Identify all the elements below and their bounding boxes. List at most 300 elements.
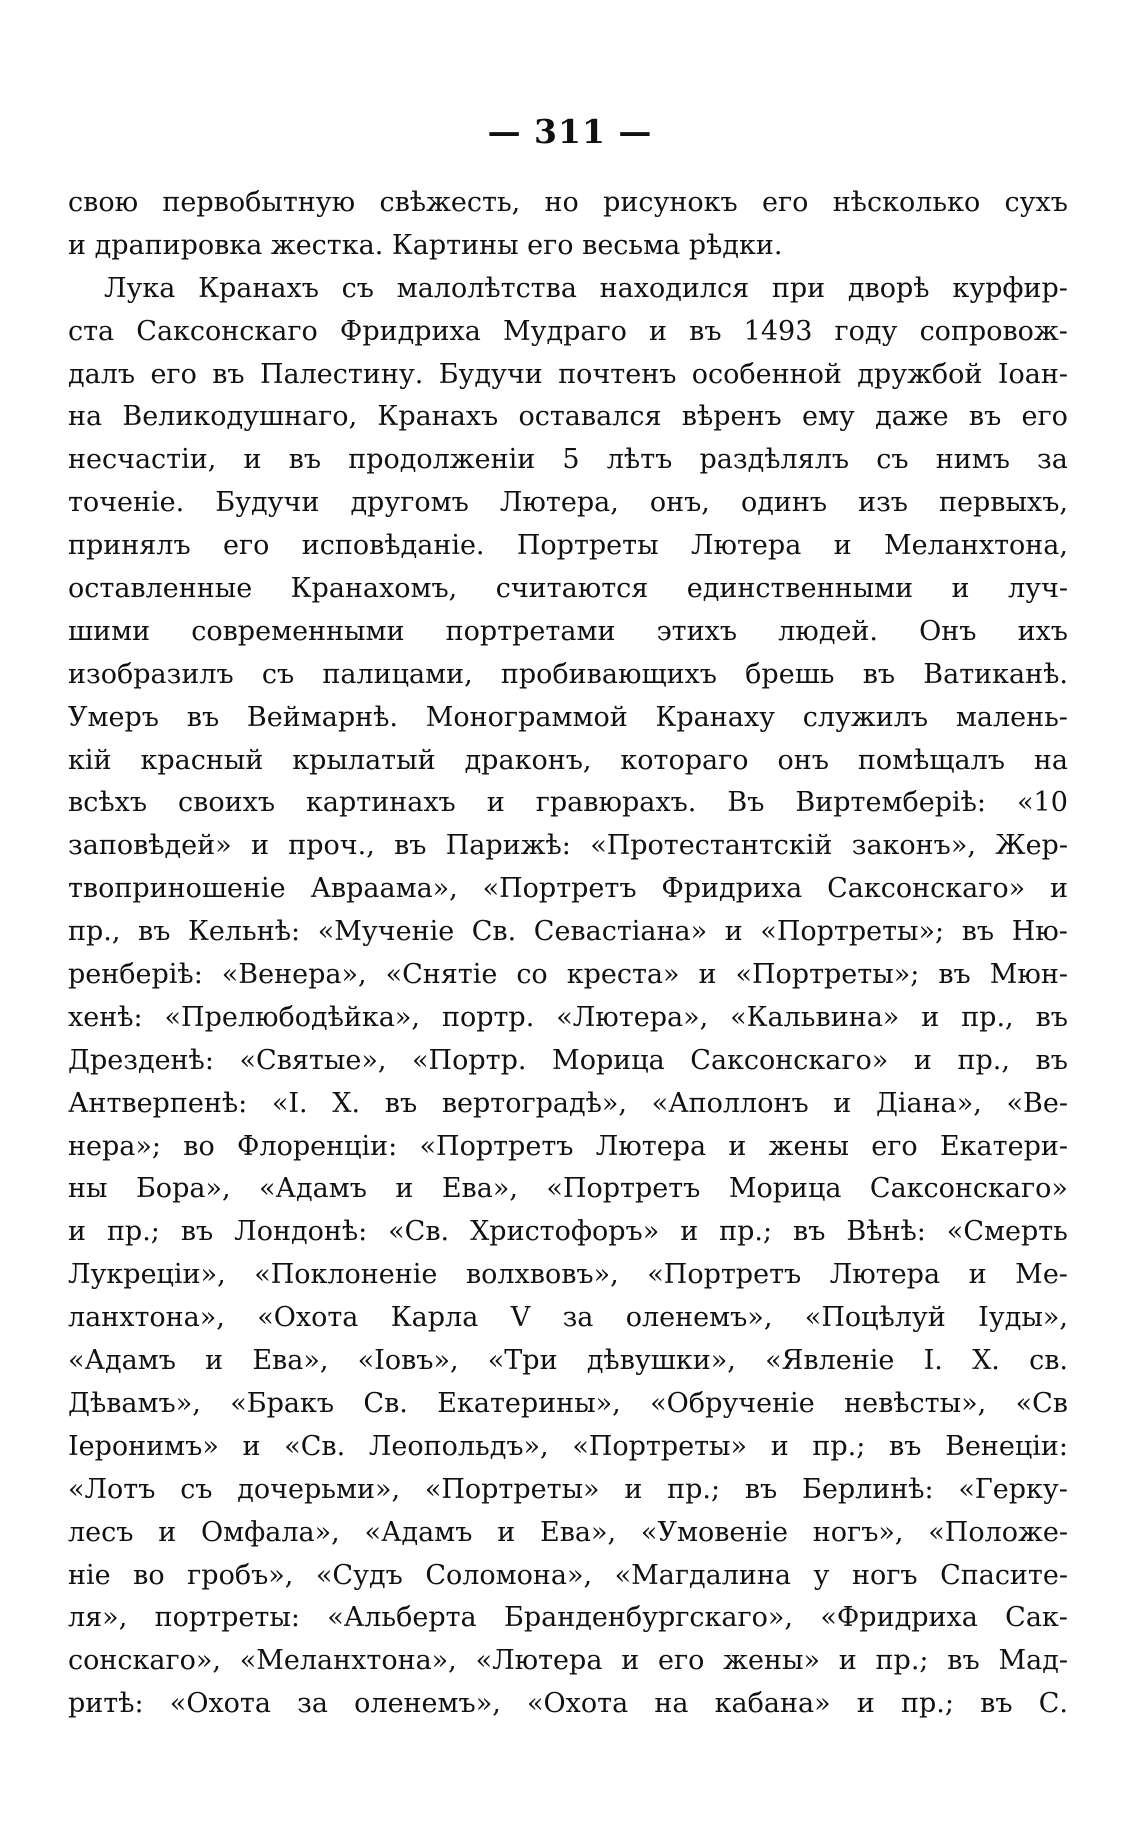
page-number: — 311 — — [487, 112, 653, 151]
word: за — [297, 1688, 328, 1720]
word: Ватиканѣ. — [923, 658, 1068, 690]
word: «Поцѣлуй — [804, 1302, 946, 1334]
word: «Портретъ — [419, 1130, 574, 1162]
word: въ — [212, 358, 245, 390]
word: «Лютера», — [556, 1001, 709, 1033]
text-line — [68, 868, 1068, 911]
word: «Охота — [527, 1688, 629, 1720]
word: Вѣнѣ: — [846, 1216, 926, 1248]
word: Дѣвамъ», — [68, 1387, 201, 1419]
word: гробъ», — [187, 1559, 294, 1591]
word: котораго — [620, 744, 749, 776]
word: Парижѣ: — [445, 830, 571, 862]
word: Карла — [390, 1302, 479, 1334]
word: Морица — [728, 1173, 842, 1205]
word: сонскаго», — [68, 1645, 221, 1677]
word: году — [834, 315, 898, 347]
word: и — [724, 916, 743, 948]
word: нѣсколько — [832, 187, 981, 218]
word: «Портреты» — [424, 1473, 600, 1505]
word: пр.; — [875, 1645, 929, 1677]
text-line — [68, 1168, 1068, 1211]
text-line — [68, 997, 1068, 1040]
word: малолѣтства — [396, 272, 577, 304]
word: вѣренъ — [681, 401, 782, 433]
word: раздѣлялъ — [699, 444, 850, 476]
word: твоприношеніе — [68, 873, 286, 905]
text-line — [68, 1426, 1068, 1469]
word: «Смерть — [946, 1216, 1068, 1248]
word: св. — [1029, 1345, 1068, 1377]
word: въ — [961, 916, 995, 948]
word: Умеръ — [68, 701, 159, 733]
word: ренберіѣ: — [68, 959, 203, 991]
word: въ — [980, 1688, 1013, 1720]
word: палицами, — [322, 658, 473, 690]
word: брешь — [745, 658, 835, 690]
text-line — [68, 1211, 1068, 1254]
word: «Явленіе — [765, 1345, 895, 1377]
word: и — [728, 1130, 747, 1162]
word: «Охота — [257, 1302, 359, 1334]
word: его — [223, 530, 270, 562]
text-line — [68, 740, 1068, 783]
word: въ — [744, 1473, 778, 1505]
word: этихъ — [656, 615, 738, 647]
word: Севастіана» — [533, 916, 708, 948]
word: несчастіи, — [68, 444, 217, 476]
word: 5 — [562, 444, 580, 476]
word: въ — [394, 830, 427, 862]
word: дворѣ — [847, 272, 930, 304]
word: Фридриха — [661, 873, 803, 905]
word: Бранденбургскаго», — [504, 1602, 793, 1634]
word: находился — [599, 272, 750, 304]
word: Св. — [471, 916, 517, 948]
word: въ — [862, 658, 896, 690]
word: Флоренціи: — [237, 1130, 398, 1162]
text-line — [68, 311, 1068, 354]
word: кій — [68, 744, 112, 776]
word: луч- — [1007, 573, 1068, 605]
word: вертоградѣ», — [441, 1087, 628, 1119]
word: 1493 — [743, 315, 813, 347]
word: «Св — [1015, 1387, 1068, 1419]
word: «Портреты» — [572, 1430, 748, 1462]
word: оставался — [518, 401, 662, 433]
word: Іуды», — [978, 1302, 1068, 1334]
word: Бора», — [135, 1173, 231, 1205]
word: всѣхъ — [68, 787, 148, 819]
word: изъ — [858, 487, 908, 519]
word: Будучи — [438, 358, 543, 390]
text-line — [68, 1683, 1068, 1726]
word: въ — [689, 315, 722, 347]
word: волхвовъ», — [465, 1259, 619, 1291]
word: Мад- — [998, 1645, 1068, 1677]
word: «Лотъ — [68, 1473, 156, 1505]
word: принялъ — [68, 530, 191, 562]
word: его — [1021, 401, 1068, 433]
word: Ева», — [441, 1173, 518, 1205]
word: креста» — [566, 959, 680, 991]
word: въ — [947, 1645, 980, 1677]
word: Портреты — [516, 530, 659, 562]
word: и — [770, 1430, 789, 1462]
word: ритѣ: — [68, 1688, 144, 1720]
word: кабана» — [714, 1688, 831, 1720]
word: помѣщалъ — [857, 744, 1005, 776]
word: Спасите- — [940, 1559, 1068, 1591]
text-line — [68, 396, 1068, 439]
word: и — [243, 444, 262, 476]
word: на — [1033, 744, 1068, 776]
word: ланхтона», — [68, 1302, 225, 1334]
word: въ — [180, 1216, 214, 1248]
text-line — [68, 1040, 1068, 1083]
text-line: и драпировка жестка. Картины его весьма рѣдки. — [68, 229, 783, 261]
word: съ — [341, 272, 374, 304]
word: Морица — [552, 1044, 665, 1076]
word: и — [913, 1044, 932, 1076]
word: дочерьми», — [237, 1473, 401, 1505]
word: на — [654, 1688, 689, 1720]
word: Лондонѣ: — [234, 1216, 368, 1248]
word: І. — [923, 1345, 943, 1377]
word: служилъ — [802, 701, 929, 733]
word: и — [158, 1516, 177, 1548]
word: Лука — [104, 272, 176, 304]
word: «Лютера — [475, 1645, 603, 1677]
word: «Фридриха — [820, 1602, 978, 1634]
word: въ — [793, 1216, 826, 1248]
word: курфир- — [952, 272, 1068, 304]
word: за — [1037, 444, 1068, 476]
word: ногъ — [851, 1559, 918, 1591]
word: и — [242, 1430, 261, 1462]
word: Фридриха — [339, 315, 481, 347]
text-line — [68, 611, 1068, 654]
word: «Кальвина» — [730, 1001, 900, 1033]
word: Леопольдъ», — [368, 1430, 549, 1462]
word: проч., — [288, 830, 375, 862]
word: пр., — [68, 916, 121, 948]
word: Въ — [727, 787, 765, 819]
word: онъ — [777, 744, 829, 776]
word: «Герку- — [958, 1473, 1068, 1505]
word: Лютера — [690, 530, 802, 562]
word: хенѣ: — [68, 1001, 143, 1033]
word: Іеронимъ» — [68, 1430, 219, 1462]
word: Кранаху — [655, 701, 775, 733]
word: драконъ, — [464, 744, 592, 776]
word: первыхъ, — [939, 487, 1068, 519]
word: Св. — [363, 1387, 408, 1419]
word: лесъ — [68, 1516, 134, 1548]
word: Мюн- — [989, 959, 1068, 991]
word: Ева», — [540, 1516, 617, 1548]
word: Палестину. — [260, 358, 424, 390]
word: Будучи — [215, 487, 320, 519]
word: Сак- — [1005, 1602, 1068, 1634]
word: людей. — [778, 615, 878, 647]
word: «Мученіе — [317, 916, 455, 948]
word: исповѣданіе. — [301, 530, 485, 562]
word: «Бракъ — [230, 1387, 335, 1419]
word: Веймарнѣ. — [246, 701, 398, 733]
word: заповѣдей» — [68, 830, 232, 862]
word: «Венера», — [221, 959, 367, 991]
word: «Судъ — [315, 1559, 403, 1591]
word: современными — [191, 615, 405, 647]
word: Ева», — [252, 1345, 329, 1377]
word: «Адамъ — [68, 1345, 176, 1377]
word: «Адамъ — [364, 1516, 473, 1548]
word: и — [205, 1345, 224, 1377]
word: и — [624, 1473, 643, 1505]
word: далъ — [68, 358, 136, 390]
word: его — [657, 1645, 705, 1677]
word: портр. — [441, 1001, 535, 1033]
word: Кранахъ — [377, 401, 499, 433]
word: «Три — [487, 1345, 558, 1377]
text-line — [68, 1640, 1068, 1683]
word: во — [133, 1559, 165, 1591]
text-line — [68, 482, 1068, 525]
word: «Меланхтона», — [239, 1645, 457, 1677]
text-line — [68, 1555, 1068, 1598]
word: жены — [768, 1130, 849, 1162]
word: дружбой — [857, 358, 983, 390]
word: пр.; — [812, 1430, 866, 1462]
word: и — [833, 530, 852, 562]
text-line — [68, 1126, 1068, 1169]
word: свою — [68, 187, 139, 218]
word: Саксонскаго» — [690, 1044, 889, 1076]
word: пр.; — [106, 1216, 160, 1248]
word: V — [510, 1302, 531, 1334]
word: Ме- — [1015, 1259, 1068, 1291]
word: Берлинѣ: — [802, 1473, 934, 1505]
word: въ — [138, 916, 171, 948]
text-line — [68, 654, 1068, 697]
word: «Портр. — [412, 1044, 527, 1076]
word: Соломона», — [425, 1559, 593, 1591]
text-line — [68, 1512, 1068, 1555]
word: Венеціи: — [945, 1430, 1068, 1462]
word: «Аполлонъ — [651, 1087, 809, 1119]
word: «Іовъ», — [357, 1345, 459, 1377]
word: невѣсты», — [844, 1387, 987, 1419]
text-line — [68, 825, 1068, 868]
text-line — [68, 911, 1068, 954]
word: и — [497, 1516, 516, 1548]
word: «Св. — [388, 1216, 450, 1248]
word: ста — [68, 315, 115, 347]
word: и — [921, 1001, 940, 1033]
word: ихъ — [1017, 615, 1068, 647]
word: пр.; — [900, 1688, 954, 1720]
word: «Портретъ — [647, 1259, 802, 1291]
word: Ню- — [1011, 916, 1068, 948]
word: малень- — [955, 701, 1068, 733]
word: изобразилъ — [68, 658, 234, 690]
word: Жер- — [995, 830, 1068, 862]
word: «Обрученіе — [650, 1387, 815, 1419]
word: и — [951, 573, 970, 605]
word: ему — [801, 401, 855, 433]
word: портретами — [445, 615, 616, 647]
word: пр.; — [719, 1216, 773, 1248]
word: «Ве- — [1006, 1087, 1068, 1119]
word: въ — [384, 1087, 418, 1119]
word: и — [395, 1173, 414, 1205]
word: пр., — [957, 1044, 1010, 1076]
word: во — [183, 1130, 215, 1162]
word: шими — [68, 615, 151, 647]
word: ля», — [68, 1602, 128, 1634]
word: «Св. — [284, 1430, 346, 1462]
word: съ — [261, 658, 295, 690]
word: Саксонскаго» — [869, 1173, 1068, 1205]
word: но — [544, 187, 579, 218]
word: за — [562, 1302, 594, 1334]
word: его — [871, 1130, 918, 1162]
text-line — [68, 1383, 1068, 1426]
word: въ — [1035, 1044, 1068, 1076]
word: своихъ — [178, 787, 276, 819]
word: «Магдалина — [614, 1559, 791, 1591]
word: нера»; — [68, 1130, 161, 1162]
word: С. — [1038, 1688, 1068, 1720]
word: первобытную — [162, 187, 356, 218]
word: пр., — [961, 1001, 1014, 1033]
word: дѣвушки», — [586, 1345, 736, 1377]
word: Меланхтона, — [884, 530, 1068, 562]
text-line — [68, 1254, 1068, 1297]
word: Христофоръ» — [470, 1216, 660, 1248]
word: Кельнѣ: — [188, 916, 301, 948]
word: Екатери- — [939, 1130, 1068, 1162]
word: Онъ — [919, 615, 977, 647]
word: Саксонскаго» — [827, 873, 1026, 905]
word: лѣтъ — [606, 444, 673, 476]
word: въ — [938, 959, 971, 991]
word: и — [250, 830, 269, 862]
word: онъ, — [649, 487, 710, 519]
word: свѣжесть, — [379, 187, 521, 218]
word: и — [968, 1259, 987, 1291]
text-line — [68, 954, 1068, 997]
text-line — [68, 354, 1068, 397]
word: «Портретъ — [546, 1173, 701, 1205]
word: Лютера — [829, 1259, 941, 1291]
word: въ — [1035, 1001, 1068, 1033]
word: «Положе- — [928, 1516, 1068, 1548]
text-line — [68, 525, 1068, 568]
word: Лютера — [595, 1130, 707, 1162]
text-line — [68, 1340, 1068, 1383]
text-line — [68, 697, 1068, 740]
word: «Умовеніе — [640, 1516, 788, 1548]
text-line — [68, 439, 1068, 482]
word: Виртемберіѣ: — [795, 787, 986, 819]
text-line — [68, 568, 1068, 611]
word: Антверпенѣ: — [68, 1087, 248, 1119]
word: «Охота — [169, 1688, 271, 1720]
word: «10 — [1017, 787, 1068, 819]
word: Омфала», — [201, 1516, 340, 1548]
word: Кранахъ — [198, 272, 319, 304]
word: считаются — [495, 573, 649, 605]
word: съ — [876, 444, 909, 476]
word: Саксонскаго — [136, 315, 318, 347]
body-text — [68, 182, 1068, 1726]
word: и — [698, 959, 717, 991]
word: ногъ», — [812, 1516, 904, 1548]
word: и — [680, 1216, 699, 1248]
word: Мудраго — [502, 315, 627, 347]
word: Діана», — [875, 1087, 982, 1119]
word: «Портретъ — [482, 873, 637, 905]
word: ны — [68, 1173, 108, 1205]
word: оленемъ», — [625, 1302, 773, 1334]
word: другомъ — [350, 487, 469, 519]
word: сухъ — [1004, 187, 1068, 218]
word: Х. — [972, 1345, 1000, 1377]
text-line — [68, 1597, 1068, 1640]
word: въ — [889, 1430, 922, 1462]
word: въ — [968, 401, 1002, 433]
word: Лукреціи», — [68, 1259, 226, 1291]
word: продолженіи — [348, 444, 536, 476]
word: «Прелюбодѣйка», — [164, 1001, 421, 1033]
word: Великодушнаго, — [122, 401, 358, 433]
word: пробивающихъ — [500, 658, 717, 690]
word: ніе — [68, 1559, 111, 1591]
word: и — [838, 1645, 857, 1677]
text-line — [68, 1297, 1068, 1340]
word: «Адамъ — [259, 1173, 367, 1205]
word: со — [516, 959, 548, 991]
word: гравюрахъ. — [535, 787, 697, 819]
word: его — [762, 187, 809, 218]
word: «І. — [271, 1087, 308, 1119]
word: и — [621, 1645, 640, 1677]
word: Авраама», — [310, 873, 458, 905]
word: и — [856, 1688, 875, 1720]
word: жены» — [723, 1645, 820, 1677]
word: «Святые», — [239, 1044, 387, 1076]
word: «Альберта — [327, 1602, 477, 1634]
text-line — [68, 782, 1068, 825]
word: и — [649, 315, 668, 347]
word: «Снятіе — [385, 959, 498, 991]
word: Екатерины», — [437, 1387, 621, 1419]
word: и — [68, 1216, 86, 1248]
word: и — [1049, 873, 1068, 905]
word: Іоан- — [997, 358, 1068, 390]
word: Дрезденѣ: — [68, 1044, 214, 1076]
word: крылатый — [292, 744, 436, 776]
word: въ — [288, 444, 322, 476]
word: въ — [186, 701, 220, 733]
word: при — [771, 272, 826, 304]
word: законъ», — [851, 830, 976, 862]
word: Монограммой — [425, 701, 628, 733]
text-line — [68, 182, 1068, 225]
text-line — [68, 268, 1068, 311]
